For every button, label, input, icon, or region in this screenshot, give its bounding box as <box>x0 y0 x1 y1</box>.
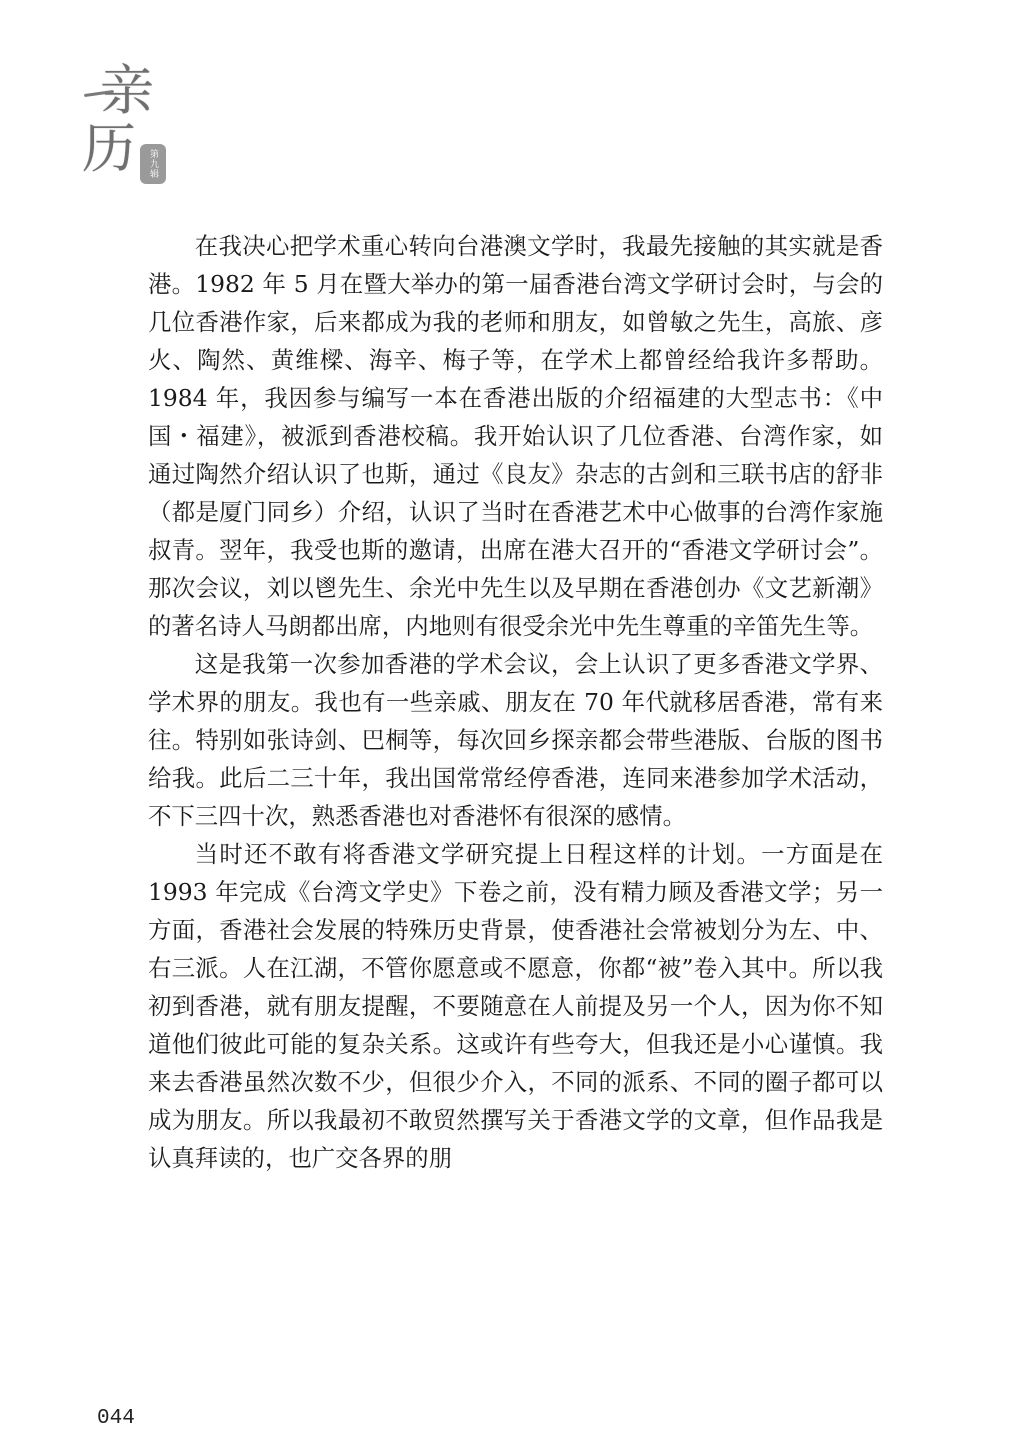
paragraph-2: 这是我第一次参加香港的学术会议，会上认识了更多香港文学界、学术界的朋友。我也有一些亲戚、朋友在 70 年代就移居香港，常有来往。特别如张诗剑、巴桐等，每次回乡探亲都会带些港版、台版的图书给我。此后二三十年，我出国常常经停香港，连同来港参加学术活动，不下三四十次，熟悉香港也对香港怀有很深的感情。 <box>148 650 883 830</box>
logo-char-li: 历 <box>82 117 136 180</box>
logo-char-qin: 亲 <box>100 59 154 122</box>
header-logo <box>78 59 188 192</box>
paragraph-1: 在我决心把学术重心转向台港澳文学时，我最先接触的其实就是香港。1982 年 5 月在暨大举办的第一届香港台湾文学研讨会时，与会的几位香港作家，后来都成为我的老师和朋友，如曾敏之先生，高旅、彦火、陶然、黄维樑、海辛、梅子等，在学术上都曾经给我许多帮助。1984 年，我因参与编写一本在香港出版的介绍福建的大型志书：《中国・福建》，被派到香港校稿。我开始认识了几位香港、台湾作家，如通过陶然介绍认识了也斯，通过《良友》杂志的古剑和三联书店的舒非（都是厦门同乡）介绍，认识了当时在香港艺术中心做事的台湾作家施叔青。翌年，我受也斯的邀请，出席在港大召开的“香港文学研讨会”。那次会议，刘以鬯先生、余光中先生以及早期在香港创办《文艺新潮》的著名诗人马朗都出席，内地则有很受余光中先生尊重的辛笛先生等。 <box>148 232 883 640</box>
body-text <box>148 227 883 1177</box>
page-number: 044 <box>97 1407 135 1430</box>
series-seal: 第九辑 <box>140 144 166 184</box>
paragraph-3: 当时还不敢有将香港文学研究提上日程这样的计划。一方面是在 1993 年完成《台湾文学史》下卷之前，没有精力顾及香港文学；另一方面，香港社会发展的特殊历史背景，使香港社会常被划分为左、中、右三派。人在江湖，不管你愿意或不愿意，你都“被”卷入其中。所以我初到香港，就有朋友提醒，不要随意在人前提及另一个人，因为你不知道他们彼此可能的复杂关系。这或许有些夸大，但我还是小心谨慎。我来去香港虽然次数不少，但很少介入，不同的派系、不同的圈子都可以成为朋友。所以我最初不敢贸然撰写关于香港文学的文章，但作品我是认真拜读的，也广交各界的朋 <box>148 840 883 1172</box>
